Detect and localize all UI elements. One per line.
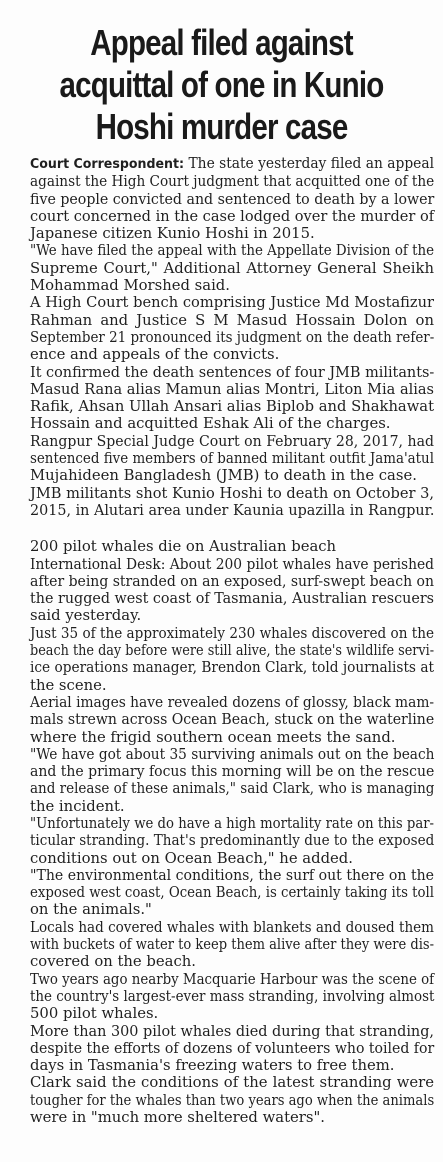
article2-paragraph bbox=[30, 867, 434, 919]
headline-line: acquittal of one in Kunio bbox=[59, 64, 384, 105]
text-line: Supreme Court," Additional Attorney General Sheikh bbox=[30, 259, 434, 277]
article1-paragraph bbox=[30, 242, 434, 294]
article1-paragraph bbox=[30, 485, 434, 520]
byline: Court Correspondent: bbox=[30, 156, 185, 172]
text-line: Mujahideen Bangladesh (JMB) to death in the case. bbox=[30, 467, 417, 485]
text-line: ice operations manager, Brendon Clark, told journalists at bbox=[30, 659, 435, 677]
text-line: International Desk: About 200 pilot whales have perished bbox=[30, 555, 434, 573]
article2-paragraph bbox=[30, 625, 434, 694]
article2-paragraph bbox=[30, 919, 434, 971]
text-line: 2015, in Alutari area under Kaunia upazilla in Rangpur. bbox=[30, 501, 435, 519]
text-line: More than 300 pilot whales died during that stranding, bbox=[30, 1022, 435, 1040]
text-line: the country's largest-ever mass stranding, involving almost bbox=[30, 987, 435, 1005]
text-line: Court Correspondent: The state yesterday filed an appeal bbox=[30, 155, 435, 172]
text-line: days in Tasmania's freezing waters to free them. bbox=[30, 1057, 395, 1075]
text-line: beach the day before were still alive, the state's wildlife servi- bbox=[30, 642, 435, 660]
text-line: despite the efforts of dozens of volunteers who toiled for bbox=[30, 1039, 435, 1057]
text-line: ticular stranding. That's predominantly due to the exposed bbox=[30, 832, 435, 850]
text-line: covered on the beach. bbox=[30, 953, 196, 971]
text-line: exposed west coast, Ocean Beach, is certainly taking its toll bbox=[30, 884, 435, 902]
text-line: Japanese citizen Kunio Hoshi in 2015. bbox=[30, 225, 315, 243]
article2-title bbox=[30, 538, 434, 555]
text-line: Aerial images have revealed dozens of glossy, black mam- bbox=[30, 693, 435, 711]
text-line: mals strewn across Ocean Beach, stuck on the waterline bbox=[30, 711, 435, 729]
text-line: the scene. bbox=[30, 676, 107, 694]
text-line: were in "much more sheltered waters". bbox=[30, 1109, 325, 1127]
text-line: Rangpur Special Judge Court on February 28, 2017, had bbox=[30, 432, 435, 450]
text-line: A High Court bench comprising Justice Md Mostafizur bbox=[30, 294, 435, 312]
article-separator bbox=[30, 519, 434, 538]
article1-paragraph bbox=[30, 155, 434, 242]
article1-paragraph bbox=[30, 433, 434, 485]
text-line: on the animals." bbox=[30, 901, 152, 919]
text-line: "The environmental conditions, the surf out there on the bbox=[30, 866, 435, 884]
text-line: where the frigid southern ocean meets the sand. bbox=[30, 728, 396, 746]
text-line: Masud Rana alias Mamun alias Montri, Liton Mia alias bbox=[30, 380, 435, 398]
article2-paragraph bbox=[30, 694, 434, 746]
article2-paragraph bbox=[30, 746, 434, 815]
text-line: Just 35 of the approximately 230 whales discovered on the bbox=[30, 624, 435, 642]
article2-paragraph bbox=[30, 556, 434, 625]
article1-paragraph bbox=[30, 364, 434, 433]
text-line: the rugged west coast of Tasmania, Australian rescuers bbox=[30, 590, 434, 608]
text-line: 500 pilot whales. bbox=[30, 1005, 159, 1023]
text-line: "Unfortunately we do have a high mortality rate on this par- bbox=[30, 814, 435, 832]
text-line: JMB militants shot Kunio Hoshi to death on October 3, bbox=[30, 484, 435, 502]
text-line: It confirmed the death sentences of four JMB militants- bbox=[30, 363, 435, 381]
text-line: and the primary focus this morning will be on the rescue bbox=[30, 763, 435, 781]
article2-paragraph bbox=[30, 815, 434, 867]
article-body bbox=[30, 155, 434, 1126]
text-line: September 21 pronounced its judgment on the death refer- bbox=[30, 328, 435, 346]
text-line: after being stranded on an exposed, surf-swept beach on bbox=[30, 572, 434, 590]
text-line: Mohammad Morshed said. bbox=[30, 277, 230, 295]
text-line: Locals had covered whales with blankets and doused them bbox=[30, 918, 434, 936]
text-line: Hossain and acquitted Eshak Ali of the charges. bbox=[30, 415, 391, 433]
text-line: Two years ago nearby Macquarie Harbour was the scene of bbox=[30, 970, 435, 988]
headline-line: Appeal filed against bbox=[90, 22, 353, 63]
text-line: against the High Court judgment that acquitted one of the bbox=[30, 173, 435, 191]
text-line: conditions out on Ocean Beach," he added. bbox=[30, 849, 353, 867]
text-line: with buckets of water to keep them alive after they were dis- bbox=[30, 936, 435, 954]
text-line: Rahman and Justice S M Masud Hossain Dolon on bbox=[30, 311, 434, 329]
text-line: Clark said the conditions of the latest stranding were bbox=[30, 1074, 434, 1092]
text-line: and release of these animals," said Clark, who is managing bbox=[30, 780, 435, 798]
text-line: said yesterday. bbox=[30, 607, 142, 625]
text-line: Rafik, Ahsan Ullah Ansari alias Biplob and Shakhawat bbox=[30, 398, 435, 416]
text-line: court concerned in the case lodged over the murder of bbox=[30, 207, 435, 225]
text-line: tougher for the whales than two years ago when the animals bbox=[30, 1091, 435, 1109]
text-line: ence and appeals of the convicts. bbox=[30, 346, 280, 364]
article2-paragraph bbox=[30, 971, 434, 1023]
text-line: five people convicted and sentenced to death by a lower bbox=[30, 190, 435, 208]
article2-paragraph bbox=[30, 1074, 434, 1126]
text-line: "We have got about 35 surviving animals out on the beach bbox=[30, 745, 435, 763]
text-line: "We have filed the appeal with the Appellate Division of the bbox=[30, 242, 434, 260]
headline-line: Hoshi murder case bbox=[95, 106, 348, 147]
text-line: 200 pilot whales die on Australian beach bbox=[30, 538, 337, 556]
article1-paragraph bbox=[30, 294, 434, 363]
text-line: the incident. bbox=[30, 797, 125, 815]
article-headline bbox=[40, 22, 403, 148]
text-line: sentenced five members of banned militant outfit Jama'atul bbox=[30, 450, 434, 468]
article2-paragraph bbox=[30, 1023, 434, 1075]
